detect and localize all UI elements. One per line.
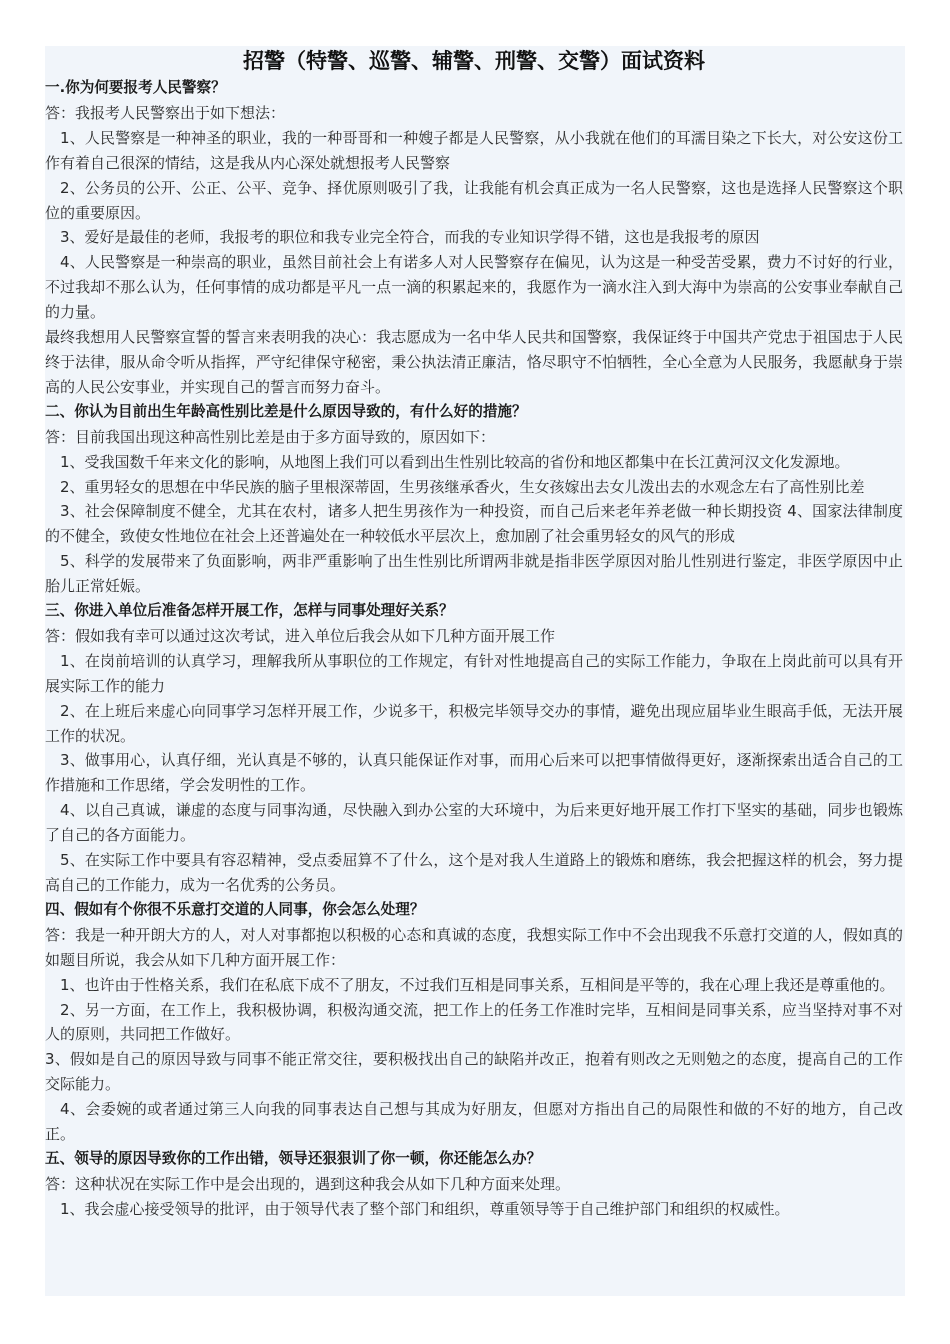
answer-intro: 答：我报考人民警察出于如下想法： bbox=[45, 103, 286, 122]
qa-section bbox=[45, 599, 903, 898]
qa-section bbox=[45, 898, 903, 1147]
answer-paragraph: 1、也许由于性格关系，我们在私底下成不了朋友，不过我们互相是同事关系，互相间是平等的，我在心理上我还是尊重他的。 bbox=[60, 975, 895, 994]
answer-paragraph: 4、以自己真诚，谦虚的态度与同事沟通，尽快融入到办公室的大环境中，为后来更好地开展工作打下坚实的基础，同步也锻炼了自己的各方面能力。 bbox=[45, 801, 903, 845]
qa-section bbox=[45, 400, 903, 599]
answer-paragraph: 最终我想用人民警察宣誓的誓言来表明我的决心：我志愿成为一名中华人民共和国警察，我保证终于中国共产党忠于祖国忠于人民终于法律，服从命令听从指挥，严守纪律保守秘密，秉公执法清正廉洁，恪尽职守不怕牺牲，全心全意为人民服务，我愿献身于崇高的人民公安事业，并实现自己的誓言而努力奋斗。 bbox=[45, 328, 903, 396]
answer-paragraph: 1、人民警察是一种神圣的职业，我的一种哥哥和一种嫂子都是人民警察，从小我就在他们的耳濡目染之下长大，对公安这份工作有着自己很深的情结，这是我从内心深处就想报考人民警察 bbox=[45, 128, 903, 172]
document-title: 招警（特警、巡警、辅警、刑警、交警）面试资料 bbox=[243, 49, 705, 73]
section-question: 四、假如有个你很不乐意打交道的人同事，你会怎么处理？ bbox=[45, 900, 425, 918]
section-question: 一.你为何要报考人民警察？ bbox=[45, 79, 226, 96]
document-page bbox=[45, 46, 903, 1222]
section-question: 五、领导的原因导致你的工作出错，领导还狠狠训了你一顿，你还能怎么办？ bbox=[45, 1149, 542, 1167]
answer-paragraph: 2、另一方面，在工作上，我积极协调，积极沟通交流，把工作上的任务工作准时完毕，互相间是同事关系，应当坚持对事不对人的原则，共同把工作做好。 bbox=[45, 1000, 903, 1044]
qa-section bbox=[45, 1147, 903, 1222]
qa-section bbox=[45, 76, 903, 400]
answer-paragraph: 4、人民警察是一种崇高的职业，虽然目前社会上有诺多人对人民警察存在偏见，认为这是一种受苦受累，费力不讨好的行业，不过我却不那么认为，任何事情的成功都是平凡一点一滴的积累起来的，我愿作为一滴水注入到大海中为崇高的公安事业奉献自己的力量。 bbox=[45, 253, 903, 322]
section-question: 二、你认为目前出生年龄高性别比差是什么原因导致的，有什么好的措施？ bbox=[45, 402, 527, 420]
answer-paragraph: 2、公务员的公开、公正、公平、竞争、择优原则吸引了我，让我能有机会真正成为一名人民警察，这也是选择人民警察这个职位的重要原因。 bbox=[45, 178, 903, 222]
section-question: 三、你进入单位后准备怎样开展工作，怎样与同事处理好关系？ bbox=[45, 602, 454, 620]
document-body bbox=[45, 76, 903, 1222]
answer-paragraph: 1、受我国数千年来文化的影响，从地图上我们可以看到出生性别比较高的省份和地区都集中在长江黄河汉文化发源地。 bbox=[60, 452, 850, 471]
answer-paragraph: 1、我会虚心接受领导的批评，由于领导代表了整个部门和组织，尊重领导等于自己维护部门和组织的权威性。 bbox=[60, 1199, 790, 1218]
answer-paragraph: 3、爱好是最佳的老师，我报考的职位和我专业完全符合，而我的专业知识学得不错，这也是我报考的原因 bbox=[60, 228, 760, 247]
answer-intro: 答：假如我有幸可以通过这次考试，进入单位后我会从如下几种方面开展工作 bbox=[45, 626, 556, 645]
answer-paragraph: 2、在上班后来虚心向同事学习怎样开展工作，少说多干，积极完毕领导交办的事情，避免出现应届毕业生眼高手低，无法开展工作的状况。 bbox=[45, 701, 903, 745]
answer-paragraph: 2、重男轻女的思想在中华民族的脑子里根深蒂固，生男孩继承香火，生女孩嫁出去女儿泼出去的水观念左右了高性别比差 bbox=[60, 477, 865, 496]
answer-intro: 答：这种状况在实际工作中是会出现的，遇到这种我会从如下几种方面来处理。 bbox=[45, 1174, 571, 1193]
answer-paragraph: 3、社会保障制度不健全，尤其在农村，诸多人把生男孩作为一种投资，而自己后来老年养老做一种长期投资 4、国家法律制度的不健全，致使女性地位在社会上还普遍处在一种较低水平层次上，愈加剧了社会重男轻女的风气的形成 bbox=[45, 502, 903, 546]
answer-paragraph: 3、假如是自己的原因导致与同事不能正常交往，要积极找出自己的缺陷并改正，抱着有则改之无则勉之的态度，提高自己的工作交际能力。 bbox=[45, 1050, 903, 1094]
answer-intro: 答：目前我国出现这种高性别比差是由于多方面导致的，原因如下： bbox=[45, 427, 496, 446]
answer-intro: 答：我是一种开朗大方的人，对人对事都抱以积极的心态和真诚的态度，我想实际工作中不会出现我不乐意打交道的人，假如真的如题目所说，我会从如下几种方面开展工作： bbox=[45, 925, 903, 969]
answer-paragraph: 5、科学的发展带来了负面影响，两非严重影响了出生性别比所谓两非就是指非医学原因对胎儿性别进行鉴定，非医学原因中止胎儿正常妊娠。 bbox=[45, 552, 903, 596]
answer-paragraph: 5、在实际工作中要具有容忍精神，受点委屈算不了什么，这个是对我人生道路上的锻炼和磨练，我会把握这样的机会，努力提高自己的工作能力，成为一名优秀的公务员。 bbox=[45, 851, 903, 894]
answer-paragraph: 3、做事用心，认真仔细，光认真是不够的，认真只能保证作对事，而用心后来可以把事情做得更好，逐渐探索出适合自己的工作措施和工作思绪，学会发明性的工作。 bbox=[45, 751, 903, 795]
answer-paragraph: 4、会委婉的或者通过第三人向我的同事表达自己想与其成为好朋友，但愿对方指出自己的局限性和做的不好的地方，自己改正。 bbox=[45, 1100, 903, 1144]
answer-paragraph: 1、在岗前培训的认真学习，理解我所从事职位的工作规定，有针对性地提高自己的实际工作能力，争取在上岗此前可以具有开展实际工作的能力 bbox=[45, 651, 903, 695]
